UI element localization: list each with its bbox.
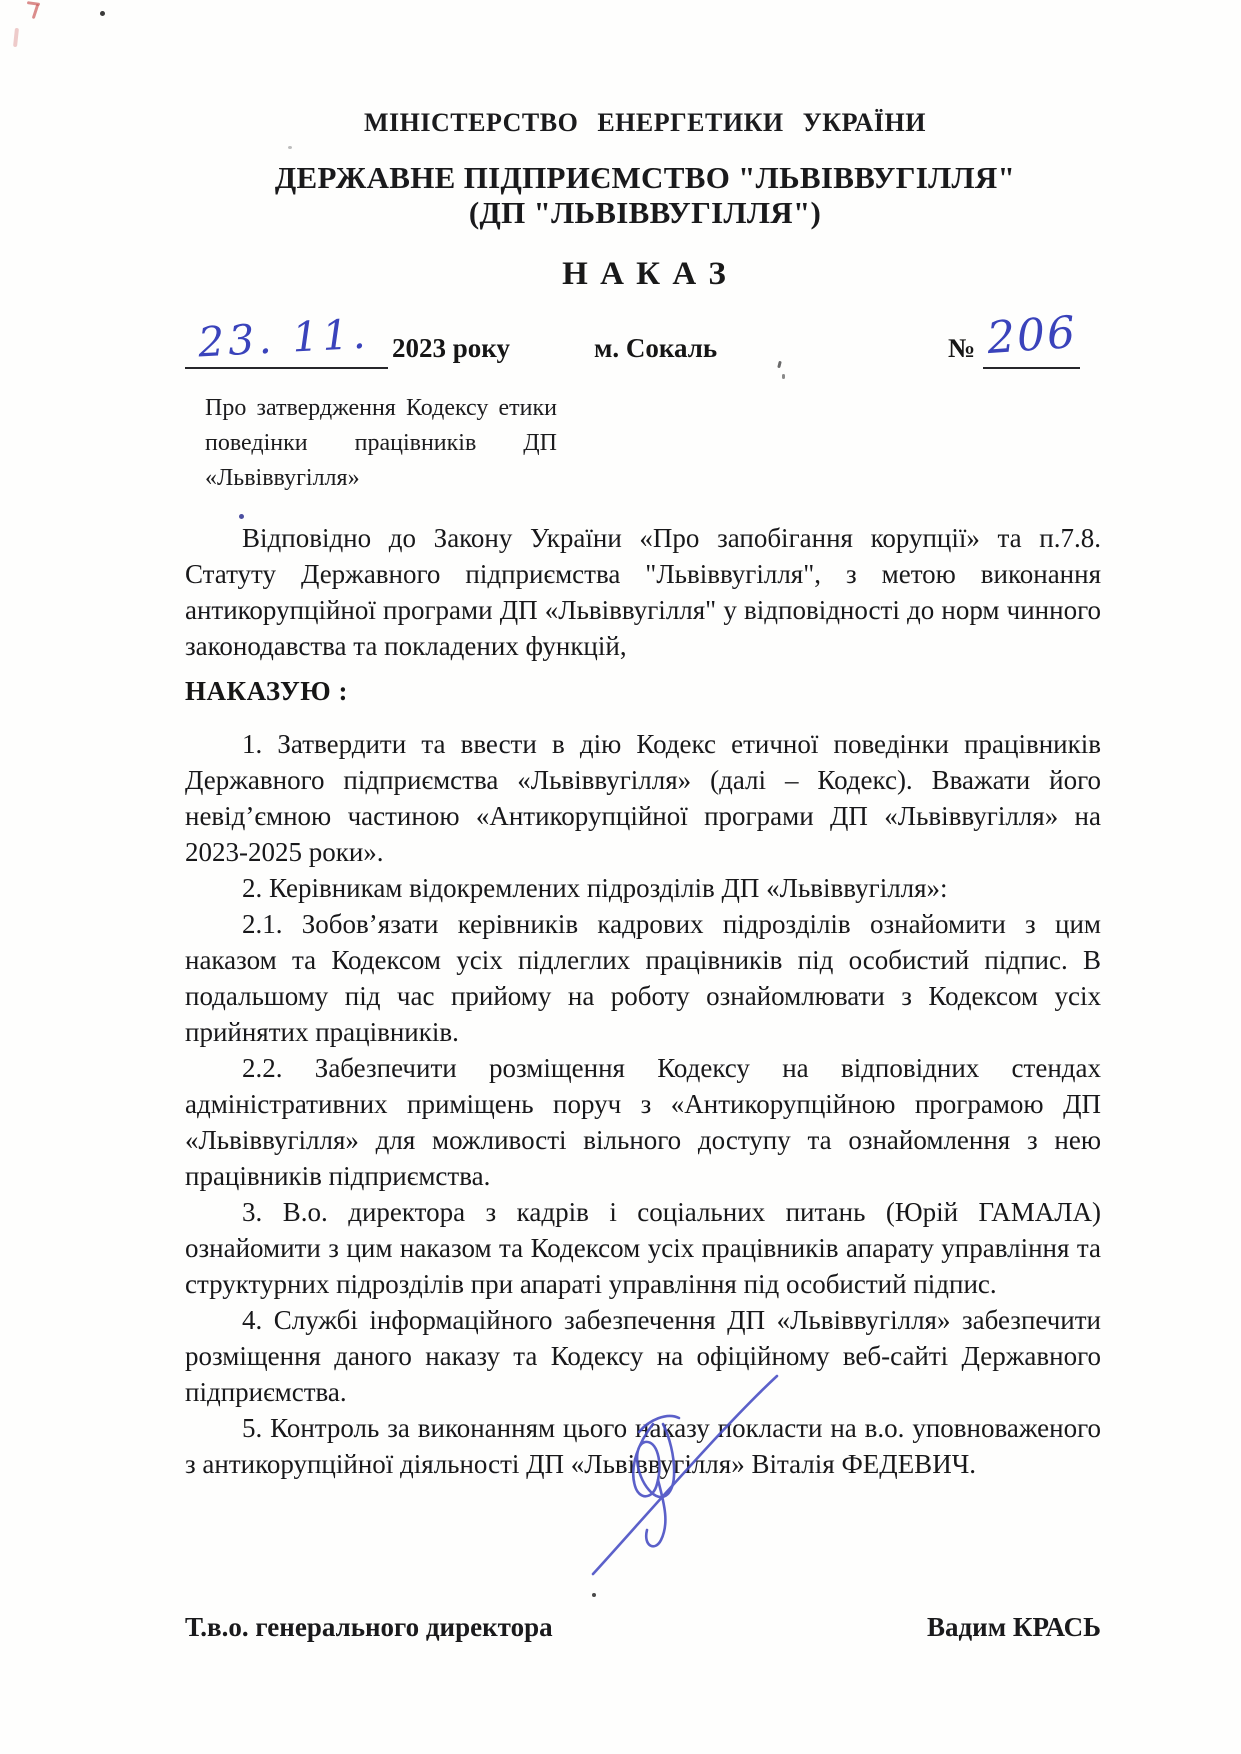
company-name-line2: (ДП "ЛЬВІВВУГІЛЛЯ") xyxy=(468,195,822,230)
handwritten-order-number: 206 xyxy=(985,306,1079,365)
red-pen-mark xyxy=(32,4,39,19)
scan-speck xyxy=(592,1593,596,1597)
number-sign: № xyxy=(948,333,976,363)
order-subject: Про затвердження Кодексу етики поведінки працівників ДП «Львіввугілля» xyxy=(205,395,557,491)
ministry-name: МІНІСТЕРСТВО ЕНЕРГЕТИКИ УКРАЇНИ xyxy=(364,108,926,137)
order-item-2: 2. Керівникам відокремлених підрозділів ДП «Львіввугілля»: xyxy=(242,873,948,903)
document-header xyxy=(185,108,1105,293)
order-item-2-2: 2.2. Забезпечити розміщення Кодексу на відповідних стендах адміністративних приміщень поруч з «Антикорупційною програмою ДП «Львіввугілля» для можливості вільного доступу та ознайомлення з нею працівників підприємства. xyxy=(185,1053,1101,1191)
handwritten-signature-icon xyxy=(575,1368,805,1583)
order-item-5: 5. Контроль за виконанням цього наказу покласти на в.о. уповноваженого з антикорупційної діяльності ДП «Львіввугілля» Віталія ФЕДЕВИЧ. xyxy=(185,1413,1101,1479)
scan-speck xyxy=(777,361,782,369)
order-item-1: 1. Затвердити та ввести в дію Кодекс етичної поведінки працівників Державного підприємства «Львіввугілля» (далі – Кодекс). Вважати його невід’ємною частиною «Антикорупційної програми ДП «Львіввугілля» на 2023-2025 роки». xyxy=(185,729,1101,867)
order-item-4: 4. Службі інформаційного забезпечення ДП «Львіввугілля» забезпечити розміщення даного наказу та Кодексу на офіційному веб-сайті Державного підприємства. xyxy=(185,1305,1101,1407)
year-label: 2023 року xyxy=(392,333,510,363)
scan-speck xyxy=(100,11,105,16)
signer-name: Вадим КРАСЬ xyxy=(927,1612,1101,1642)
preamble-paragraph: Відповідно до Закону України «Про запобігання корупції» та п.7.8. Статуту Державного підприємства "Львіввугілля", з метою виконання антикорупційної програми ДП «Львіввугілля" у відповідності до норм чинного законодавства та покладених функцій, xyxy=(185,523,1101,661)
number-underline xyxy=(983,367,1080,369)
red-pen-mark xyxy=(13,28,19,47)
scan-speck xyxy=(782,374,785,379)
scan-speck xyxy=(239,514,244,519)
order-item-2-1: 2.1. Зобов’язати керівників кадрових підрозділів ознайомити з цим наказом та Кодексом усіх підлеглих працівників під особистий підпис. В подальшому під час прийому на роботу ознайомлювати з Кодексом усіх прийнятих працівників. xyxy=(185,909,1101,1047)
order-word: НАКАЗУЮ : xyxy=(185,676,348,706)
document-type-title: Н А К А З xyxy=(562,256,728,292)
date-underline xyxy=(185,367,388,369)
signature-block xyxy=(185,1612,1101,1643)
place-label: м. Сокаль xyxy=(594,333,718,363)
handwritten-date: 23. 11. xyxy=(196,309,371,367)
signer-position: Т.в.о. генерального директора xyxy=(185,1612,553,1642)
order-item-3: 3. В.о. директора з кадрів і соціальних питань (Юрій ГАМАЛА) ознайомити з цим наказом та Кодексом усіх працівників апарату управління та структурних підрозділів при апараті управління під особистий підпис. xyxy=(185,1197,1101,1299)
company-name-line1: ДЕРЖАВНЕ ПІДПРИЄМСТВО "ЛЬВІВВУГІЛЛЯ" xyxy=(274,160,1016,195)
